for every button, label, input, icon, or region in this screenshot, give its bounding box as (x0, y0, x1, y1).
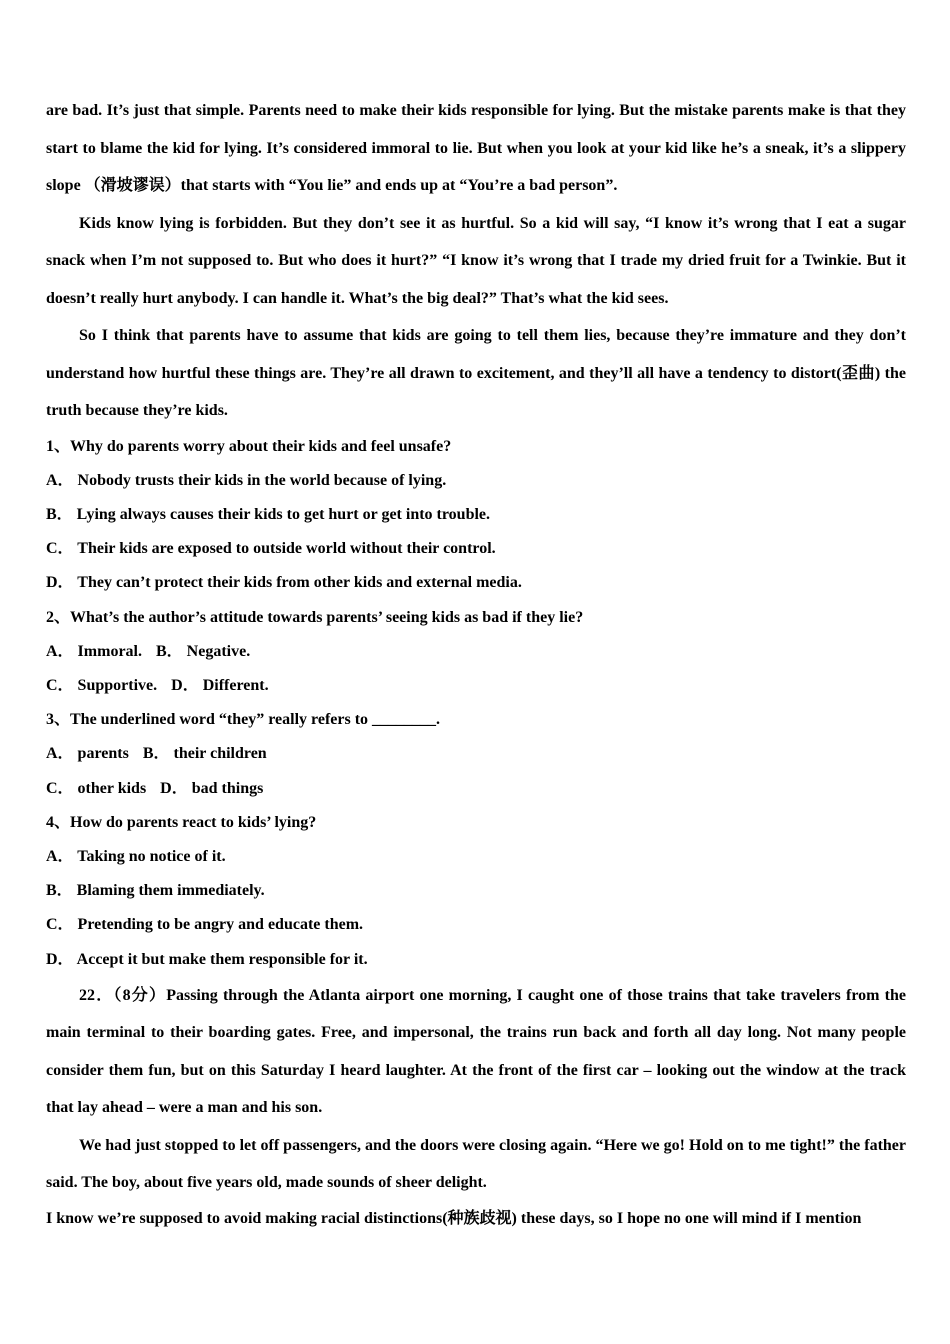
section-22-paragraph-3: I know we’re supposed to avoid making racial distinctions(种族歧视) these days, so I hope no one will mind if I mention (46, 1209, 862, 1227)
option-d: D． Different. (171, 676, 269, 694)
option-d: D． Accept it but make them responsible for it. (46, 950, 368, 968)
option-b: B． Negative. (156, 642, 251, 660)
option-c: C． other kids (46, 779, 147, 797)
question-stem: 1、Why do parents worry about their kids and feel unsafe? (46, 437, 452, 455)
options-row-1 (46, 737, 906, 771)
option-a: A． parents (46, 745, 129, 763)
option-b: B． Lying always causes their kids to get hurt or get into trouble. (46, 505, 491, 523)
passage-paragraph-1: are bad. It’s just that simple. Parents need to make their kids responsible for lying. But the mistake parents make is that they start to blame the kid for lying. It’s considered immoral to lie. But when you look at your kid like he’s a sneak, it’s a slippery slope （滑坡谬误）that starts with “You lie” and ends up at “You’re a bad person”. (46, 102, 906, 194)
option-c: C． Their kids are exposed to outside world without their control. (46, 540, 496, 558)
option-b: B． Blaming them immediately. (46, 882, 265, 900)
question-stem: 3、The underlined word “they” really refers to ________. (46, 711, 441, 729)
option-a: A． Nobody trusts their kids in the world because of lying. (46, 471, 447, 489)
options-row-1 (46, 635, 906, 669)
question-1 (46, 430, 906, 601)
option-d: D． They can’t protect their kids from other kids and external media. (46, 574, 522, 592)
options-row-2 (46, 669, 906, 703)
question-stem: 2、What’s the author’s attitude towards parents’ seeing kids as bad if they lie? (46, 608, 584, 626)
section-22-paragraph-1: 22．（8分）Passing through the Atlanta airport one morning, I caught one of those trains that take travelers from the main terminal to their boarding gates. Free, and impersonal, the trains run back and forth all day long. Not many people consider them fun, but on this Saturday I heard laughter. At the front of the first car – looking out the window at the track that lay ahead – were a man and his son. (46, 986, 906, 1117)
option-a: A． Immoral. (46, 642, 142, 660)
question-stem: 4、How do parents react to kids’ lying? (46, 813, 317, 831)
document-page (46, 92, 906, 1236)
section-22-paragraph-2: We had just stopped to let off passengers, and the doors were closing again. “Here we go! Hold on to me tight!” the father said. The boy, about five years old, made sounds of sheer delight. (46, 1136, 906, 1192)
question-2 (46, 601, 906, 704)
option-c: C． Pretending to be angry and educate them. (46, 916, 364, 934)
passage-paragraph-2: Kids know lying is forbidden. But they don’t see it as hurtful. So a kid will say, “I know it’s wrong that I eat a sugar snack when I’m not supposed to. But who does it hurt?” “I know it’s wrong that I trade my dried fruit for a Twinkie. But it doesn’t really hurt anybody. I can handle it. What’s the big deal?” That’s what the kid sees. (46, 214, 906, 307)
question-4 (46, 806, 906, 977)
option-c: C． Supportive. (46, 676, 158, 694)
option-d: D． bad things (160, 779, 264, 797)
options-row-2 (46, 772, 906, 806)
option-b: B． their children (142, 745, 267, 763)
passage-paragraph-3: So I think that parents have to assume that kids are going to tell them lies, because they’re immature and they don’t understand how hurtful these things are. They’re all drawn to excitement, and they’ll all have a tendency to distort(歪曲) the truth because they’re kids. (46, 327, 906, 419)
option-a: A． Taking no notice of it. (46, 847, 226, 865)
question-3 (46, 703, 906, 806)
